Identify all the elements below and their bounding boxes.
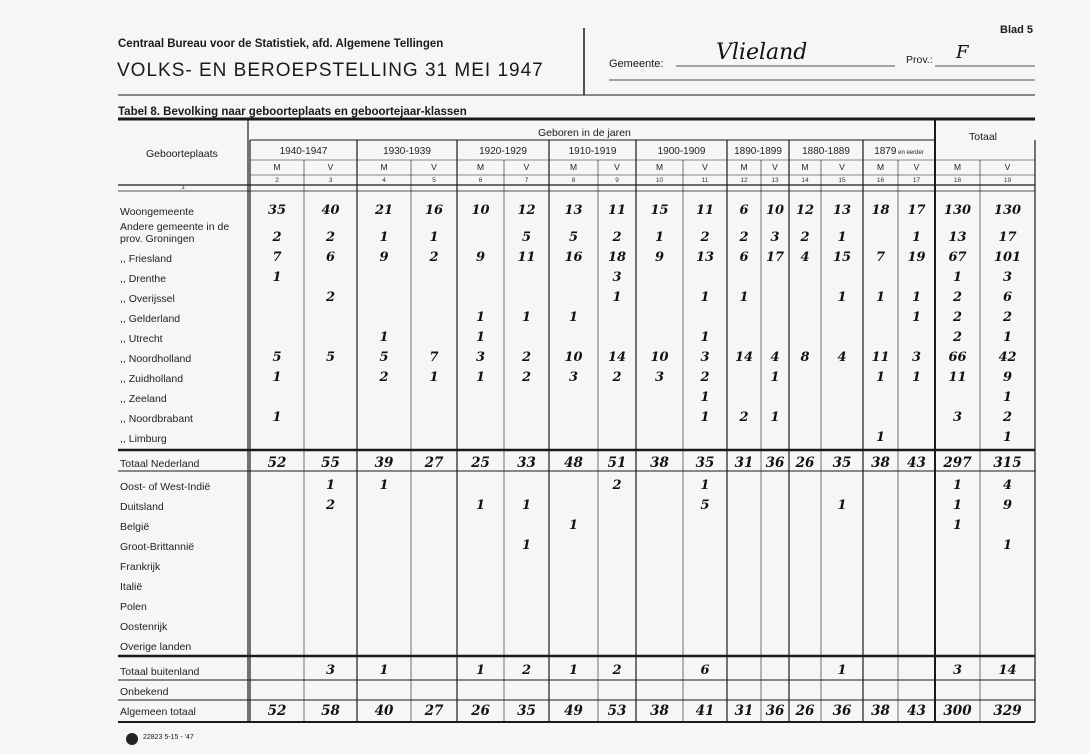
table-cell: 2 xyxy=(325,290,336,305)
table-cell: 1 xyxy=(875,430,886,445)
year-group-header: 1890-1899 xyxy=(734,146,782,157)
column-index: 12 xyxy=(740,177,748,184)
table-cell: 1 xyxy=(1002,330,1013,345)
col-header-geboorteplaats: Geboorteplaats xyxy=(146,148,218,160)
table-cell: 3 xyxy=(952,410,963,425)
table-cell: 11 xyxy=(948,370,967,385)
row-label: ,, Zuidholland xyxy=(120,373,184,385)
table-cell: 15 xyxy=(832,250,852,265)
sex-header: V xyxy=(772,162,778,172)
table-cell: 19 xyxy=(907,250,926,265)
row-label: Italië xyxy=(120,581,143,593)
table-cell: 14 xyxy=(607,350,627,365)
table-cell: 1 xyxy=(911,310,922,325)
column-index: 17 xyxy=(912,177,921,184)
col-header-totaal: Totaal xyxy=(969,131,998,143)
table-cell: 3 xyxy=(911,350,922,365)
table-cell: 1 xyxy=(911,230,922,245)
sex-header: M xyxy=(876,162,885,172)
table-cell: 10 xyxy=(765,203,785,218)
table-cell: 7 xyxy=(272,250,282,265)
row-label: ,, Limburg xyxy=(120,433,167,445)
table-cell: 11 xyxy=(517,250,536,265)
table-cell: 40 xyxy=(374,703,394,719)
table-cell: 3 xyxy=(952,663,963,678)
table-cell: 300 xyxy=(943,703,972,719)
table-cell: 21 xyxy=(374,203,394,218)
row-label: Overige landen xyxy=(120,641,192,653)
table-cell: 1 xyxy=(837,498,847,513)
table-cell: 1 xyxy=(379,478,389,493)
table-cell: 1 xyxy=(379,230,389,245)
row-label: ,, Noordbrabant xyxy=(120,413,193,425)
table-cell: 1 xyxy=(770,410,780,425)
table-cell: 38 xyxy=(871,703,890,719)
table-cell: 3 xyxy=(770,230,780,245)
table-cell: 1 xyxy=(475,663,486,678)
table-cell: 2 xyxy=(429,250,439,265)
table-cell: 31 xyxy=(734,703,754,719)
table-cell: 4 xyxy=(770,350,780,365)
year-group-header: 1910-1919 xyxy=(568,146,617,157)
table-cell: 1 xyxy=(272,370,282,385)
table-cell: 2 xyxy=(325,230,336,245)
row-label: Duitsland xyxy=(120,501,164,513)
table-cell: 38 xyxy=(650,455,669,471)
table-cell: 40 xyxy=(321,203,340,218)
table-cell: 38 xyxy=(871,455,890,471)
table-cell: 66 xyxy=(948,350,967,365)
table-cell: 9 xyxy=(1002,498,1013,513)
table-cell: 36 xyxy=(832,703,852,719)
table-cell: 55 xyxy=(321,455,340,471)
table-cell: 5 xyxy=(700,498,710,513)
table-cell: 7 xyxy=(429,350,439,365)
table-cell: 2 xyxy=(700,230,710,245)
table-cell: 101 xyxy=(993,250,1022,265)
table-cell: 10 xyxy=(471,203,490,218)
row-label: Oost- of West-Indië xyxy=(120,481,211,493)
year-group-header: 1900-1909 xyxy=(657,146,706,157)
table-cell: 9 xyxy=(1002,370,1013,385)
column-index: 15 xyxy=(838,177,846,184)
column-index: 19 xyxy=(1003,177,1012,184)
sex-header: M xyxy=(476,162,485,172)
table-cell: 1 xyxy=(379,663,389,678)
table-cell: 17 xyxy=(907,203,926,218)
table-cell: 8 xyxy=(800,350,810,365)
row-label: ,, Drenthe xyxy=(120,273,167,285)
table-cell: 52 xyxy=(267,455,287,471)
table-cell: 39 xyxy=(374,455,394,471)
table-cell: 1 xyxy=(700,478,710,493)
table-cell: 1 xyxy=(325,478,336,493)
table-cell: 2 xyxy=(612,663,622,678)
table-cell: 2 xyxy=(521,350,532,365)
table-cell: 1 xyxy=(568,518,579,533)
table-cell: 3 xyxy=(654,370,665,385)
year-group-header: 1880-1889 xyxy=(802,146,850,157)
table-cell: 1 xyxy=(612,290,622,305)
bureau-heading: Centraal Bureau voor de Statistiek, afd. Algemene Tellingen xyxy=(118,38,444,50)
table-cell: 130 xyxy=(943,203,972,218)
table-cell: 3 xyxy=(612,270,622,285)
table-cell: 2 xyxy=(272,230,282,245)
column-index: 16 xyxy=(876,177,885,184)
table-cell: 12 xyxy=(517,203,536,218)
table-cell: 42 xyxy=(998,350,1017,365)
column-index: 14 xyxy=(801,177,809,184)
column-index: 2 xyxy=(275,177,279,184)
table-cell: 1 xyxy=(475,370,486,385)
table-cell: 43 xyxy=(907,455,926,471)
table-cell: 13 xyxy=(832,203,852,218)
row-label: ,, Friesland xyxy=(120,253,172,265)
table-cell: 13 xyxy=(948,230,967,245)
row-label: prov. Groningen xyxy=(120,233,195,245)
table-cell: 2 xyxy=(739,410,749,425)
table-cell: 48 xyxy=(564,455,583,471)
year-group-header: 1930-1939 xyxy=(383,146,431,157)
sex-header: V xyxy=(839,162,845,172)
row-label: België xyxy=(120,521,150,533)
table-cell: 43 xyxy=(907,703,926,719)
table-cell: 1 xyxy=(521,310,532,325)
prov-label: Prov.: xyxy=(906,54,933,66)
table-cell: 4 xyxy=(800,250,810,265)
table-cell: 2 xyxy=(739,230,749,245)
sex-header: M xyxy=(801,162,809,172)
sex-header: V xyxy=(327,162,334,172)
column-index: 9 xyxy=(615,177,619,184)
table-cell: 3 xyxy=(475,350,486,365)
table-cell: 2 xyxy=(521,663,532,678)
prov-value: F xyxy=(956,42,969,63)
table-cell: 1 xyxy=(837,663,847,678)
year-group-header: 1879 en eerder xyxy=(874,146,924,157)
table-cell: 51 xyxy=(607,455,627,471)
row-label: Woongemeente xyxy=(120,206,194,218)
table-cell: 33 xyxy=(517,455,536,471)
column-index: 4 xyxy=(382,177,386,184)
table-cell: 35 xyxy=(695,455,715,471)
table-cell: 1 xyxy=(770,370,780,385)
table-cell: 2 xyxy=(379,370,389,385)
table-cell: 4 xyxy=(1002,478,1013,493)
table-cell: 1 xyxy=(272,270,282,285)
table-cell: 7 xyxy=(875,250,886,265)
table-cell: 16 xyxy=(424,203,444,218)
table-cell: 1 xyxy=(1002,430,1013,445)
sex-header: V xyxy=(614,162,620,172)
table-cell: 2 xyxy=(325,498,336,513)
table-cell: 38 xyxy=(650,703,669,719)
table-cell: 3 xyxy=(568,370,579,385)
sex-header: V xyxy=(431,162,437,172)
row-label: ,, Zeeland xyxy=(120,393,167,405)
table-cell: 53 xyxy=(607,703,627,719)
table-cell: 26 xyxy=(795,703,815,719)
table-cell: 1 xyxy=(1002,390,1013,405)
table-cell: 1 xyxy=(700,410,710,425)
table-cell: 1 xyxy=(875,370,886,385)
column-index: 13 xyxy=(771,177,779,184)
print-code: 22823 5-15 - '47 xyxy=(143,734,194,741)
table-cell: 27 xyxy=(424,703,444,719)
table-cell: 41 xyxy=(695,703,715,719)
table-cell: 67 xyxy=(948,250,967,265)
table-cell: 1 xyxy=(700,390,710,405)
row-label: Groot-Brittannië xyxy=(120,541,195,553)
table-cell: 2 xyxy=(612,478,622,493)
table-cell: 25 xyxy=(471,455,490,471)
table-cell: 2 xyxy=(952,290,963,305)
table-cell: 9 xyxy=(475,250,486,265)
column-index: 5 xyxy=(432,177,436,184)
table-cell: 5 xyxy=(325,350,336,365)
table-cell: 329 xyxy=(993,703,1022,719)
table-cell: 36 xyxy=(765,703,785,719)
row-label: Algemeen totaal xyxy=(120,706,196,718)
sex-header: M xyxy=(740,162,748,172)
sex-header: M xyxy=(569,162,578,172)
table-cell: 1 xyxy=(568,310,579,325)
row-label: Onbekend xyxy=(120,686,169,698)
table-cell: 1 xyxy=(1002,538,1013,553)
table-cell: 1 xyxy=(952,478,963,493)
table-cell: 5 xyxy=(379,350,389,365)
table-cell: 1 xyxy=(700,290,710,305)
table-cell: 10 xyxy=(564,350,583,365)
form-title: VOLKS- EN BEROEPSTELLING 31 MEI 1947 xyxy=(117,60,544,81)
table-cell: 17 xyxy=(765,250,785,265)
column-index: 10 xyxy=(655,177,664,184)
column-index: 6 xyxy=(478,177,483,184)
table-cell: 4 xyxy=(837,350,847,365)
table-cell: 3 xyxy=(700,350,710,365)
table-cell: 9 xyxy=(379,250,389,265)
table-cell: 2 xyxy=(1002,310,1013,325)
table-cell: 18 xyxy=(871,203,890,218)
table-cell: 1 xyxy=(911,290,922,305)
table-cell: 1 xyxy=(952,498,963,513)
table-cell: 31 xyxy=(734,455,754,471)
table-cell: 13 xyxy=(695,250,715,265)
table-cell: 5 xyxy=(568,230,579,245)
table-cell: 12 xyxy=(795,203,815,218)
table-cell: 1 xyxy=(654,230,665,245)
column-index: 3 xyxy=(328,177,333,184)
column-index: 7 xyxy=(524,177,529,184)
table-cell: 130 xyxy=(993,203,1022,218)
table-cell: 17 xyxy=(998,230,1017,245)
table-cell: 1 xyxy=(521,538,532,553)
table-cell: 26 xyxy=(795,455,815,471)
table-cell: 35 xyxy=(832,455,852,471)
table-cell: 2 xyxy=(800,230,810,245)
year-group-suffix: en eerder xyxy=(896,150,924,156)
table-cell: 1 xyxy=(837,230,847,245)
row-label: ,, Utrecht xyxy=(120,333,163,345)
sex-header: V xyxy=(1004,162,1011,172)
table-cell: 1 xyxy=(521,498,532,513)
table-cell: 6 xyxy=(325,250,336,265)
table-cell: 1 xyxy=(429,230,439,245)
row-label: ,, Gelderland xyxy=(120,313,181,325)
year-group-header: 1940-1947 xyxy=(279,146,328,157)
table-cell: 49 xyxy=(564,703,583,719)
table-cell: 1 xyxy=(475,498,486,513)
table-cell: 1 xyxy=(568,663,579,678)
table-cell: 27 xyxy=(424,455,444,471)
sex-header: V xyxy=(702,162,708,172)
table-cell: 13 xyxy=(564,203,583,218)
column-index: 11 xyxy=(701,177,709,184)
table-cell: 2 xyxy=(952,310,963,325)
table-cell: 14 xyxy=(998,663,1017,678)
table-cell: 1 xyxy=(739,290,749,305)
table-cell: 1 xyxy=(429,370,439,385)
column-index: 1 xyxy=(181,184,185,191)
table-cell: 11 xyxy=(871,350,890,365)
table-cell: 26 xyxy=(471,703,490,719)
table-cell: 14 xyxy=(734,350,754,365)
sex-header: M xyxy=(380,162,388,172)
row-label: ,, Noordholland xyxy=(120,353,192,365)
row-label: ,, Overijssel xyxy=(120,293,175,305)
row-label: Oostenrijk xyxy=(120,621,168,633)
table-cell: 11 xyxy=(695,203,715,218)
table-cell: 297 xyxy=(943,455,972,471)
sex-header: V xyxy=(913,162,920,172)
table-cell: 58 xyxy=(321,703,340,719)
table-cell: 315 xyxy=(993,455,1022,471)
sex-header: V xyxy=(523,162,530,172)
table-cell: 2 xyxy=(700,370,710,385)
table-cell: 1 xyxy=(475,330,486,345)
gemeente-value: Vlieland xyxy=(716,40,808,65)
table-cell: 6 xyxy=(739,250,749,265)
row-label: Andere gemeente in de xyxy=(120,221,230,233)
table-cell: 6 xyxy=(739,203,749,218)
row-label: Frankrijk xyxy=(120,561,161,573)
table-cell: 2 xyxy=(521,370,532,385)
table-title: Tabel 8. Bevolking naar geboorteplaats en geboortejaar-klassen xyxy=(118,106,467,118)
table-cell: 1 xyxy=(379,330,389,345)
page-number: Blad 5 xyxy=(1000,24,1034,36)
table-cell: 52 xyxy=(267,703,287,719)
table-cell: 1 xyxy=(700,330,710,345)
table-cell: 1 xyxy=(911,370,922,385)
table-cell: 1 xyxy=(875,290,886,305)
table-cell: 16 xyxy=(564,250,583,265)
table-cell: 3 xyxy=(325,663,336,678)
row-label: Polen xyxy=(120,601,147,613)
table-cell: 35 xyxy=(267,203,287,218)
table-cell: 1 xyxy=(272,410,282,425)
table-cell: 2 xyxy=(952,330,963,345)
year-group-header: 1920-1929 xyxy=(479,146,527,157)
table-cell: 2 xyxy=(612,230,622,245)
table-cell: 15 xyxy=(650,203,669,218)
gemeente-label: Gemeente: xyxy=(609,58,664,70)
sex-header: M xyxy=(953,162,962,172)
table-cell: 11 xyxy=(607,203,627,218)
col-header-geboren: Geboren in de jaren xyxy=(538,127,631,139)
table-cell: 10 xyxy=(650,350,669,365)
table-cell: 1 xyxy=(952,270,963,285)
table-cell: 1 xyxy=(952,518,963,533)
table-cell: 36 xyxy=(765,455,785,471)
sex-header: M xyxy=(273,162,281,172)
table-cell: 2 xyxy=(1002,410,1013,425)
table-cell: 6 xyxy=(1002,290,1013,305)
table-cell: 1 xyxy=(475,310,486,325)
table-cell: 9 xyxy=(654,250,665,265)
printer-logo-icon xyxy=(126,733,138,745)
table-cell: 2 xyxy=(612,370,622,385)
column-index: 8 xyxy=(571,177,576,184)
row-label: Totaal buitenland xyxy=(120,666,200,678)
row-label: Totaal Nederland xyxy=(120,458,200,470)
table-cell: 6 xyxy=(700,663,710,678)
table-cell: 5 xyxy=(521,230,532,245)
column-index: 18 xyxy=(953,177,962,184)
table-cell: 3 xyxy=(1002,270,1013,285)
table-cell: 18 xyxy=(607,250,627,265)
table-cell: 35 xyxy=(517,703,536,719)
table-cell: 1 xyxy=(837,290,847,305)
table-cell: 5 xyxy=(272,350,282,365)
sex-header: M xyxy=(655,162,664,172)
